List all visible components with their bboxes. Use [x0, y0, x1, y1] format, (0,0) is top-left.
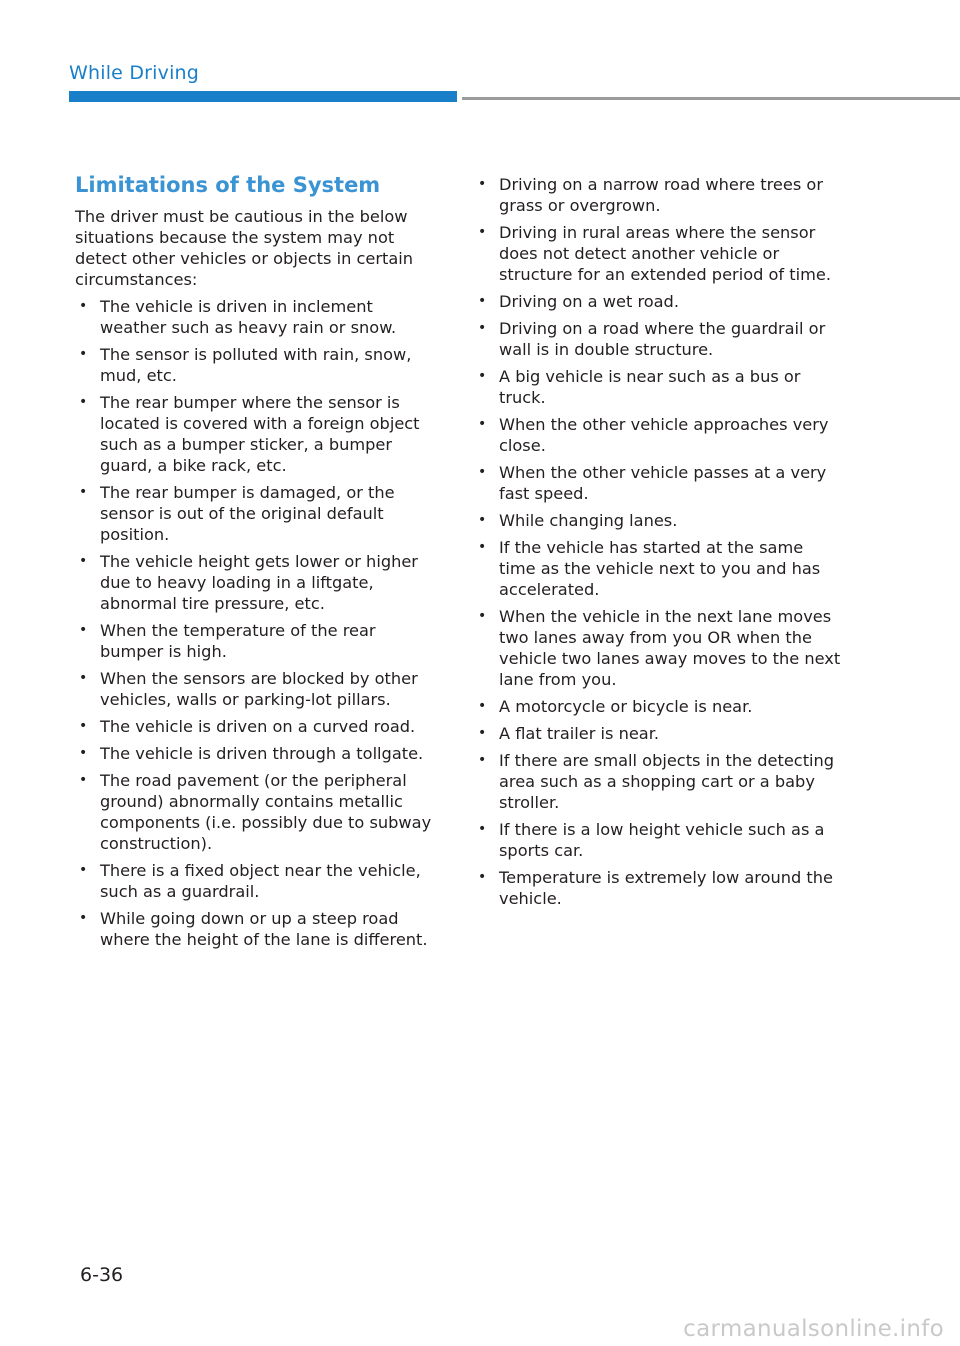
list-item-text: The road pavement (or the peripheral ground) abnormally contains metallic components (i.e. possibly due to subway construction). — [100, 771, 432, 853]
list-item-text: Driving in rural areas where the sensor does not detect another vehicle or structure for an extended period of time. — [499, 223, 831, 284]
list-item-text: The sensor is polluted with rain, snow, mud, etc. — [100, 345, 412, 385]
list-item — [474, 510, 842, 531]
watermark[interactable]: carmanualsonline.info — [683, 1316, 944, 1342]
list-item — [75, 296, 440, 338]
list-item-text: A flat trailer is near. — [499, 724, 660, 743]
bullet-icon: • — [478, 821, 487, 837]
list-item-text: A motorcycle or bicycle is near. — [499, 697, 753, 716]
bullet-icon: • — [478, 293, 487, 309]
list-item — [75, 743, 440, 764]
list-item-text: While going down or up a steep road where the height of the lane is different. — [100, 909, 428, 949]
section-title: Limitations of the System — [75, 173, 381, 197]
bullet-icon: • — [478, 752, 487, 768]
list-item-text: The vehicle is driven through a tollgate. — [100, 744, 424, 763]
bullet-icon: • — [478, 698, 487, 714]
bullet-icon: • — [79, 910, 88, 926]
list-item-text: The vehicle height gets lower or higher due to heavy loading in a liftgate, abnormal tire pressure, etc. — [100, 552, 418, 613]
bullet-icon: • — [79, 298, 88, 314]
left-column — [75, 170, 440, 956]
list-item-text: There is a fixed object near the vehicle, such as a guardrail. — [100, 861, 421, 901]
list-item — [75, 344, 440, 386]
list-item-text: Driving on a narrow road where trees or grass or overgrown. — [499, 175, 823, 215]
list-item-text: While changing lanes. — [499, 511, 678, 530]
bullet-icon: • — [478, 608, 487, 624]
list-item — [474, 366, 842, 408]
bullet-icon: • — [79, 622, 88, 638]
list-item — [474, 222, 842, 285]
list-item-text: A big vehicle is near such as a bus or truck. — [499, 367, 801, 407]
bullet-icon: • — [478, 539, 487, 555]
right-column — [474, 174, 842, 915]
bullet-icon: • — [79, 772, 88, 788]
list-item — [474, 414, 842, 456]
list-item-text: The rear bumper where the sensor is located is covered with a foreign object such as a bumper sticker, a bumper guard, a bike rack, etc. — [100, 393, 420, 475]
list-item-text: Driving on a road where the guardrail or wall is in double structure. — [499, 319, 826, 359]
list-item — [474, 291, 842, 312]
list-item — [75, 860, 440, 902]
bullet-icon: • — [79, 745, 88, 761]
list-item — [474, 606, 842, 690]
list-item-text: If there are small objects in the detecting area such as a shopping cart or a baby stroller. — [499, 751, 835, 812]
header-accent-bar — [69, 91, 457, 102]
bullet-icon: • — [79, 670, 88, 686]
list-item-text: Driving on a wet road. — [499, 292, 679, 311]
intro-paragraph: The driver must be cautious in the below situations because the system may not detect other vehicles or objects in certain circumstances: — [75, 207, 414, 289]
list-item-text: When the other vehicle passes at a very fast speed. — [499, 463, 827, 503]
list-item-text: The vehicle is driven on a curved road. — [100, 717, 416, 736]
list-item — [474, 696, 842, 717]
list-item-text: If there is a low height vehicle such as a sports car. — [499, 820, 825, 860]
header-rule — [462, 97, 960, 100]
list-item — [75, 908, 440, 950]
page-number: 6-36 — [80, 1264, 124, 1286]
bullet-icon: • — [79, 484, 88, 500]
list-item — [474, 723, 842, 744]
list-item — [75, 620, 440, 662]
bullet-icon: • — [478, 176, 487, 192]
bullet-icon: • — [478, 512, 487, 528]
list-item — [474, 867, 842, 909]
list-item-text: When the sensors are blocked by other vehicles, walls or parking-lot pillars. — [100, 669, 418, 709]
list-item-text: If the vehicle has started at the same time as the vehicle next to you and has accelerated. — [499, 538, 821, 599]
bullet-icon: • — [478, 416, 487, 432]
list-item — [75, 551, 440, 614]
bullet-icon: • — [478, 725, 487, 741]
running-header: While Driving — [69, 62, 200, 84]
list-item — [474, 750, 842, 813]
bullet-icon: • — [478, 224, 487, 240]
list-item — [75, 770, 440, 854]
list-item — [474, 174, 842, 216]
list-item-text: Temperature is extremely low around the vehicle. — [499, 868, 833, 908]
bullet-icon: • — [478, 320, 487, 336]
list-item — [474, 537, 842, 600]
bullet-icon: • — [79, 553, 88, 569]
bullet-icon: • — [79, 862, 88, 878]
list-item-text: When the temperature of the rear bumper is high. — [100, 621, 376, 661]
bullet-icon: • — [478, 869, 487, 885]
bullet-icon: • — [79, 346, 88, 362]
list-item — [474, 462, 842, 504]
list-item — [75, 392, 440, 476]
bullet-icon: • — [478, 464, 487, 480]
bullet-icon: • — [79, 718, 88, 734]
list-item — [474, 318, 842, 360]
left-bullet-list — [75, 296, 440, 950]
list-item-text: The rear bumper is damaged, or the sensor is out of the original default position. — [100, 483, 395, 544]
bullet-icon: • — [79, 394, 88, 410]
list-item-text: When the other vehicle approaches very close. — [499, 415, 829, 455]
list-item — [75, 716, 440, 737]
list-item — [474, 819, 842, 861]
list-item-text: The vehicle is driven in inclement weather such as heavy rain or snow. — [100, 297, 397, 337]
list-item-text: When the vehicle in the next lane moves two lanes away from you OR when the vehicle two lanes away moves to the next lane from you. — [499, 607, 841, 689]
list-item — [75, 668, 440, 710]
bullet-icon: • — [478, 368, 487, 384]
list-item — [75, 482, 440, 545]
right-bullet-list — [474, 174, 842, 909]
